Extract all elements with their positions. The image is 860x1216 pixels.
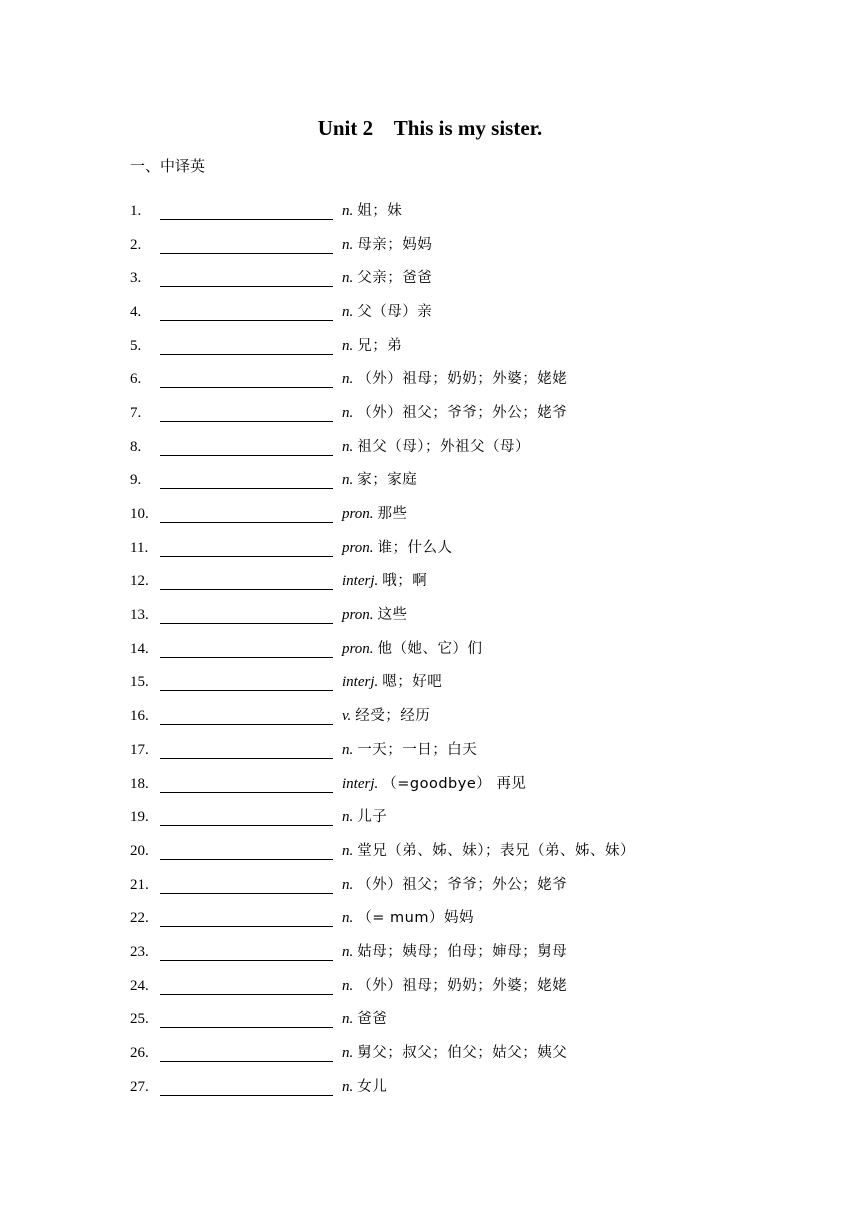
chinese-meaning: 经受；经历 xyxy=(355,708,431,725)
part-of-speech: pron. xyxy=(342,539,374,556)
answer-blank[interactable] xyxy=(160,572,333,590)
vocab-item xyxy=(130,901,730,935)
vocab-item xyxy=(130,1036,730,1070)
part-of-speech: n. xyxy=(342,741,354,758)
item-number: 15. xyxy=(130,674,149,691)
definition xyxy=(342,1043,567,1063)
answer-blank[interactable] xyxy=(160,876,333,894)
answer-blank[interactable] xyxy=(160,303,333,321)
item-number: 25. xyxy=(130,1011,149,1028)
answer-blank[interactable] xyxy=(160,269,333,287)
part-of-speech: interj. xyxy=(342,573,379,590)
answer-blank[interactable] xyxy=(160,1078,333,1096)
item-number: 6. xyxy=(130,371,142,388)
part-of-speech: n. xyxy=(342,270,354,287)
chinese-meaning: 兄；弟 xyxy=(357,337,403,354)
part-of-speech: pron. xyxy=(342,607,374,624)
item-number: 24. xyxy=(130,977,149,994)
vocab-item xyxy=(130,598,730,632)
answer-blank[interactable] xyxy=(160,471,333,489)
definition xyxy=(342,942,567,962)
definition xyxy=(342,369,567,389)
definition xyxy=(342,302,432,322)
definition xyxy=(342,807,387,827)
part-of-speech: n. xyxy=(342,303,354,320)
item-number: 9. xyxy=(130,472,142,489)
part-of-speech: n. xyxy=(342,1078,354,1095)
part-of-speech: n. xyxy=(342,371,354,388)
chinese-meaning: （外）祖父；爷爷；外公；姥爷 xyxy=(357,876,568,893)
chinese-meaning: 舅父；叔父；伯父；姑父；姨父 xyxy=(357,1045,568,1062)
item-number: 18. xyxy=(130,775,149,792)
part-of-speech: n. xyxy=(342,438,354,455)
chinese-meaning: 一天；一日；白天 xyxy=(357,741,478,758)
part-of-speech: n. xyxy=(342,943,354,960)
item-number: 22. xyxy=(130,910,149,927)
chinese-meaning: （外）祖母；奶奶；外婆；姥姥 xyxy=(357,371,568,388)
answer-blank[interactable] xyxy=(160,438,333,456)
answer-blank[interactable] xyxy=(160,202,333,220)
definition xyxy=(342,875,567,895)
chinese-meaning: 父（母）亲 xyxy=(357,303,433,320)
section-heading: 一、中译英 xyxy=(130,157,206,175)
chinese-meaning: （=goodbye） 再见 xyxy=(382,775,527,792)
answer-blank[interactable] xyxy=(160,775,333,793)
part-of-speech: n. xyxy=(342,337,354,354)
definition xyxy=(342,538,453,558)
definition xyxy=(342,605,408,625)
vocab-item xyxy=(130,362,730,396)
answer-blank[interactable] xyxy=(160,1044,333,1062)
chinese-meaning: 他（她、它）们 xyxy=(377,640,483,657)
definition xyxy=(342,639,483,659)
item-number: 1. xyxy=(130,202,142,219)
answer-blank[interactable] xyxy=(160,370,333,388)
part-of-speech: n. xyxy=(342,202,354,219)
part-of-speech: n. xyxy=(342,842,354,859)
vocab-item xyxy=(130,261,730,295)
chinese-meaning: 女儿 xyxy=(357,1078,388,1095)
item-number: 13. xyxy=(130,607,149,624)
answer-blank[interactable] xyxy=(160,539,333,557)
vocab-item xyxy=(130,800,730,834)
part-of-speech: n. xyxy=(342,910,354,927)
item-number: 23. xyxy=(130,943,149,960)
vocab-item xyxy=(130,464,730,498)
part-of-speech: n. xyxy=(342,404,354,421)
definition xyxy=(342,841,635,861)
chinese-meaning: 那些 xyxy=(377,506,408,523)
vocab-item xyxy=(130,733,730,767)
item-number: 4. xyxy=(130,303,142,320)
definition xyxy=(342,908,474,928)
definition xyxy=(342,706,430,726)
item-number: 17. xyxy=(130,741,149,758)
item-number: 7. xyxy=(130,404,142,421)
definition xyxy=(342,1077,387,1097)
definition xyxy=(342,672,442,692)
answer-blank[interactable] xyxy=(160,741,333,759)
definition xyxy=(342,504,408,524)
chinese-meaning: 姐；妹 xyxy=(357,202,403,219)
vocab-item xyxy=(130,666,730,700)
part-of-speech: n. xyxy=(342,977,354,994)
definition xyxy=(342,976,567,996)
answer-blank[interactable] xyxy=(160,943,333,961)
definition xyxy=(342,470,417,490)
part-of-speech: interj. xyxy=(342,775,379,792)
vocab-item xyxy=(130,194,730,228)
definition xyxy=(342,571,427,591)
answer-blank[interactable] xyxy=(160,842,333,860)
vocab-item xyxy=(130,295,730,329)
item-number: 26. xyxy=(130,1045,149,1062)
definition xyxy=(342,268,432,288)
vocab-item xyxy=(130,935,730,969)
chinese-meaning: 哦；啊 xyxy=(382,573,428,590)
part-of-speech: n. xyxy=(342,809,354,826)
vocab-item xyxy=(130,1003,730,1037)
part-of-speech: n. xyxy=(342,472,354,489)
vocab-item xyxy=(130,868,730,902)
item-number: 8. xyxy=(130,438,142,455)
item-number: 3. xyxy=(130,270,142,287)
vocab-item xyxy=(130,834,730,868)
item-number: 19. xyxy=(130,809,149,826)
vocab-list xyxy=(130,194,730,1104)
vocab-item xyxy=(130,1070,730,1104)
chinese-meaning: （外）祖父；爷爷；外公；姥爷 xyxy=(357,404,568,421)
chinese-meaning: （外）祖母；奶奶；外婆；姥姥 xyxy=(357,977,568,994)
vocab-item xyxy=(130,329,730,363)
definition xyxy=(342,774,526,794)
chinese-meaning: 儿子 xyxy=(357,809,388,826)
answer-blank[interactable] xyxy=(160,236,333,254)
answer-blank[interactable] xyxy=(160,505,333,523)
vocab-item xyxy=(130,767,730,801)
definition xyxy=(342,1009,387,1029)
definition xyxy=(342,437,530,457)
answer-blank[interactable] xyxy=(160,606,333,624)
part-of-speech: pron. xyxy=(342,506,374,523)
definition xyxy=(342,235,432,255)
item-number: 21. xyxy=(130,876,149,893)
vocab-item xyxy=(130,497,730,531)
part-of-speech: n. xyxy=(342,236,354,253)
vocab-item xyxy=(130,396,730,430)
definition xyxy=(342,336,402,356)
chinese-meaning: 这些 xyxy=(377,607,408,624)
vocab-item xyxy=(130,699,730,733)
vocab-item xyxy=(130,430,730,464)
answer-blank[interactable] xyxy=(160,808,333,826)
answer-blank[interactable] xyxy=(160,404,333,422)
chinese-meaning: 母亲；妈妈 xyxy=(357,236,433,253)
chinese-meaning: 祖父（母）；外祖父（母） xyxy=(357,438,530,455)
vocab-item xyxy=(130,228,730,262)
item-number: 11. xyxy=(130,539,149,556)
chinese-meaning: 谁；什么人 xyxy=(377,539,453,556)
part-of-speech: n. xyxy=(342,1045,354,1062)
chinese-meaning: 姑母；姨母；伯母；婶母；舅母 xyxy=(357,943,568,960)
answer-blank[interactable] xyxy=(160,977,333,995)
answer-blank[interactable] xyxy=(160,707,333,725)
item-number: 14. xyxy=(130,640,149,657)
vocab-item xyxy=(130,632,730,666)
part-of-speech: pron. xyxy=(342,640,374,657)
item-number: 27. xyxy=(130,1078,149,1095)
definition xyxy=(342,403,567,423)
item-number: 5. xyxy=(130,337,142,354)
item-number: 10. xyxy=(130,506,149,523)
answer-blank[interactable] xyxy=(160,673,333,691)
answer-blank[interactable] xyxy=(160,640,333,658)
answer-blank[interactable] xyxy=(160,909,333,927)
part-of-speech: n. xyxy=(342,1011,354,1028)
part-of-speech: v. xyxy=(342,708,352,725)
page-title: Unit 2 This is my sister. xyxy=(317,116,543,140)
chinese-meaning: （= mum）妈妈 xyxy=(357,910,474,927)
item-number: 2. xyxy=(130,236,142,253)
vocab-item xyxy=(130,531,730,565)
item-number: 20. xyxy=(130,842,149,859)
definition xyxy=(342,201,402,221)
item-number: 12. xyxy=(130,573,149,590)
chinese-meaning: 嗯；好吧 xyxy=(382,674,443,691)
item-number: 16. xyxy=(130,708,149,725)
definition xyxy=(342,740,477,760)
vocab-item xyxy=(130,565,730,599)
part-of-speech: interj. xyxy=(342,674,379,691)
chinese-meaning: 家；家庭 xyxy=(357,472,418,489)
answer-blank[interactable] xyxy=(160,1010,333,1028)
answer-blank[interactable] xyxy=(160,337,333,355)
part-of-speech: n. xyxy=(342,876,354,893)
chinese-meaning: 堂兄（弟、姊、妹）；表兄（弟、姊、妹） xyxy=(357,842,635,859)
chinese-meaning: 父亲；爸爸 xyxy=(357,270,433,287)
vocab-item xyxy=(130,969,730,1003)
chinese-meaning: 爸爸 xyxy=(357,1011,388,1028)
